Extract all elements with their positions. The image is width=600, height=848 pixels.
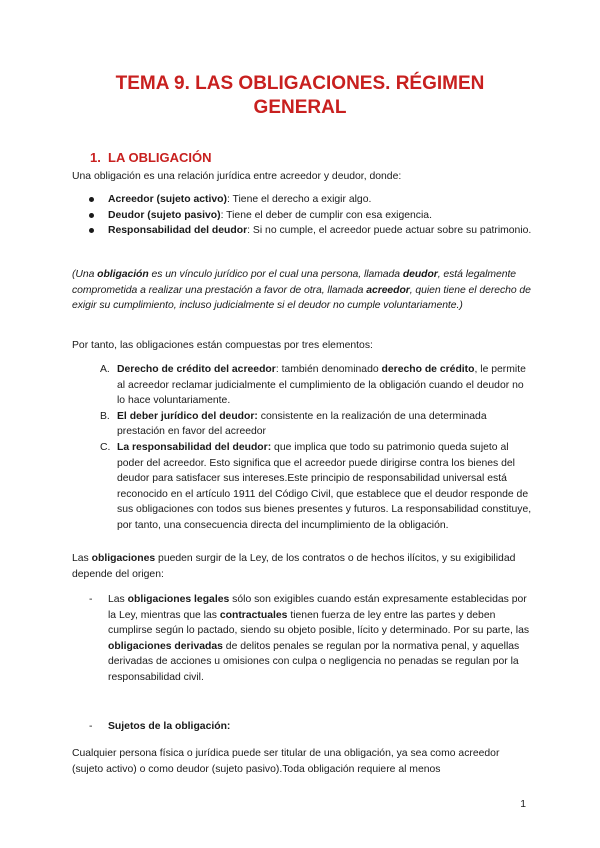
list-item — [72, 208, 532, 224]
list-item: C. La responsabilidad del deudor: que implica que todo su patrimonio queda sujeto al poder del acreedor. Esto significa que el acreedor puede dirigirse contra los bienes del deudor para satisfacer sus intereses.Este principio de responsabilidad universal está reconocido en el artículo 1911 del Código Civil, que establece que el deudor responde de sus obligaciones con todos sus bienes presentes y futuros. La responsabilidad constituye, por tanto, una consecuencia directa del incumplimiento de la obligación. — [100, 441, 532, 531]
list-item: A. Derecho de crédito del acreedor: también denominado derecho de crédito, le permite al acreedor reclamar judicialmente el cumplimiento de la obligación cuando el deudor no lo hace voluntariamente. — [100, 364, 526, 407]
bullet-term: Deudor (sujeto pasivo) — [108, 209, 221, 221]
section-heading — [90, 150, 212, 166]
dash-marker: - — [89, 721, 93, 732]
title-line-2: GENERAL — [253, 97, 347, 118]
title-line-1: TEMA 9. LAS OBLIGACIONES. RÉGIMEN — [115, 73, 485, 94]
list-item — [72, 223, 532, 239]
dash-marker: - — [89, 594, 93, 605]
page-title — [60, 72, 540, 120]
elements-intro: Por tanto, las obligaciones están compuestas por tres elementos: — [72, 340, 373, 351]
list-item — [72, 192, 532, 208]
bullet-term: Acreedor (sujeto activo) — [108, 194, 227, 205]
list-item — [72, 719, 532, 735]
bullet-icon — [89, 228, 94, 233]
page-number: 1 — [520, 799, 526, 810]
list-item: B. El deber jurídico del deudor: consistente en la realización de una determinada prestación en favor del acreedor — [100, 410, 487, 438]
section-title: LA OBLIGACIÓN — [108, 150, 212, 165]
intro-paragraph: Una obligación es una relación jurídica entre acreedor y deudor, donde: — [72, 171, 402, 182]
list-item: - Las obligaciones legales sólo son exigibles cuando están expresamente establecidas por la Ley, mientras que las contractuales tienen fuerza de ley entre las partes y deben cumplirse según lo pactado, siendo su objeto posible, lícito y determinado. Por su parte, las obligaciones derivadas de delitos penales se regulan por la normativa penal, y aquellas derivadas de acciones u omisiones con culpa o negligencia no penadas se regulan por la responsabilidad civil. — [89, 594, 530, 683]
list-marker: B. — [100, 410, 110, 422]
bullet-term: Responsabilidad del deudor — [108, 225, 248, 237]
bullet-icon — [89, 213, 94, 218]
bullet-text: : Tiene el deber de cumplir con esa exigencia. — [220, 209, 432, 221]
list-marker: C. — [100, 441, 111, 453]
list-marker: A. — [100, 364, 110, 375]
bullet-text: : Tiene el derecho a exigir algo. — [226, 194, 372, 205]
closing-paragraph: Cualquier persona física o jurídica puede ser titular de una obligación, ya sea como acreedor (sujeto activo) o como deudor (sujeto pasivo).Toda obligación requiere al menos — [72, 748, 500, 775]
subjects-heading-list — [72, 719, 532, 735]
parties-list — [72, 192, 532, 239]
elements-list — [72, 362, 532, 534]
sources-paragraph: Las obligaciones pueden surgir de la Ley, de los contratos o de hechos ilícitos, y su exigibilidad depende del origen: — [72, 553, 516, 580]
section-number: 1. — [90, 150, 101, 165]
subsection-heading: Sujetos de la obligación: — [108, 721, 231, 732]
sources-list — [72, 592, 532, 686]
bullet-text: : Si no cumple, el acreedor puede actuar sobre su patrimonio. — [247, 225, 532, 237]
bullet-icon — [89, 197, 94, 202]
definition-paragraph: (Una obligación es un vínculo jurídico por el cual una persona, llamada deudor, está legalmente comprometida a realizar una prestación a favor de otra, llamada acreedor, quien tiene el derecho de exigir su cumplimiento, incluso judicialmente si el deudor no cumple voluntariamente.) — [72, 269, 531, 312]
